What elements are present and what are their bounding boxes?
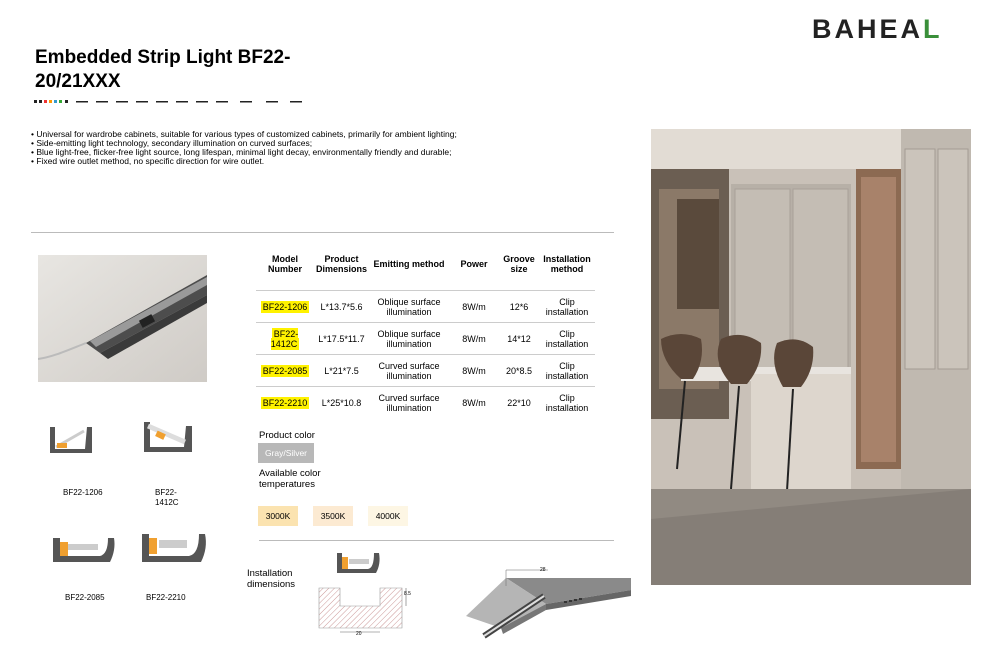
profile-caption: BF22-2085 bbox=[65, 593, 105, 602]
groove-cell: 20*8.5 bbox=[499, 355, 539, 387]
installation-cell: Clip installation bbox=[539, 387, 595, 419]
feature-item: • Fixed wire outlet method, no specific direction for wire outlet. bbox=[31, 156, 265, 166]
col-header: Power bbox=[460, 259, 488, 269]
temp-swatch-3000k: 3000K bbox=[258, 506, 298, 526]
col-header: Installation method bbox=[543, 254, 591, 274]
brand-logo: BAHEAL bbox=[812, 14, 943, 44]
feature-item: • Side-emitting light technology, secondary illumination on curved surfaces; bbox=[31, 138, 313, 148]
table-header-row bbox=[256, 238, 595, 291]
dim-top-label: 28 bbox=[540, 567, 546, 573]
table-row bbox=[256, 291, 595, 323]
profile-caption: BF22-2210 bbox=[146, 593, 186, 602]
model-cell: BF22-2085 bbox=[262, 365, 308, 376]
product-color-label: Product color bbox=[259, 430, 315, 441]
model-cell: BF22-1412C bbox=[270, 328, 299, 349]
install-profile-icon bbox=[334, 550, 382, 576]
divider bbox=[259, 540, 614, 541]
table-row bbox=[256, 355, 595, 387]
feature-item: • Universal for wardrobe cabinets, suitable for various types of customized cabinets, primarily for ambient lighting; bbox=[31, 129, 457, 139]
profile-2210-icon bbox=[139, 528, 209, 564]
dimensions-cell: L*25*10.8 bbox=[314, 387, 369, 419]
col-header: Groove size bbox=[503, 254, 535, 274]
power-cell: 8W/m bbox=[449, 355, 499, 387]
col-header: Model Number bbox=[267, 254, 302, 274]
product-photo bbox=[38, 255, 207, 382]
installation-label: Installation dimensions bbox=[247, 568, 296, 590]
installation-cell: Clip installation bbox=[539, 323, 595, 355]
spec-table bbox=[256, 238, 595, 418]
dimensions-cell: L*21*7.5 bbox=[314, 355, 369, 387]
groove-cell: 12*6 bbox=[499, 291, 539, 323]
temps-label: Available color temperatures bbox=[259, 468, 321, 490]
temp-swatch-3500k: 3500K bbox=[313, 506, 353, 526]
page-title: Embedded Strip Light BF22-20/21XXX bbox=[35, 47, 291, 92]
profile-caption: BF22-1206 bbox=[63, 488, 103, 497]
room-scene-photo bbox=[651, 129, 971, 585]
table-row bbox=[256, 387, 595, 419]
emitting-cell: Curved surface illumination bbox=[369, 355, 449, 387]
emitting-cell: Curved surface illumination bbox=[369, 387, 449, 419]
col-header: Emitting method bbox=[373, 259, 445, 269]
power-cell: 8W/m bbox=[449, 291, 499, 323]
emitting-cell: Oblique surface illumination bbox=[369, 291, 449, 323]
dimensions-cell: L*17.5*11.7 bbox=[314, 323, 369, 355]
groove-cell: 22*10 bbox=[499, 387, 539, 419]
profile-1412c-icon bbox=[140, 418, 195, 454]
color-swatch-gray: Gray/Silver bbox=[258, 443, 314, 463]
installation-cell: Clip installation bbox=[539, 355, 595, 387]
decorative-dashes bbox=[34, 98, 304, 104]
feature-list bbox=[31, 130, 476, 166]
feature-item: • Blue light-free, flicker-free light source, long lifespan, minimal light decay, environmentally friendly and durable; bbox=[31, 147, 452, 157]
power-cell: 8W/m bbox=[449, 387, 499, 419]
profile-1206-icon bbox=[47, 423, 95, 455]
temp-swatch-4000k: 4000K bbox=[368, 506, 408, 526]
profile-2085-icon bbox=[50, 532, 118, 564]
model-cell: BF22-1206 bbox=[262, 301, 308, 312]
profile-caption: BF22-1412C bbox=[155, 488, 179, 507]
emitting-cell: Oblique surface illumination bbox=[369, 323, 449, 355]
col-header: Product Dimensions bbox=[316, 254, 368, 274]
dimensions-cell: L*13.7*5.6 bbox=[314, 291, 369, 323]
power-cell: 8W/m bbox=[449, 323, 499, 355]
divider bbox=[31, 232, 614, 233]
groove-dimension-diagram bbox=[314, 580, 414, 640]
table-row bbox=[256, 323, 595, 355]
groove-cell: 14*12 bbox=[499, 323, 539, 355]
install-3d-diagram bbox=[456, 566, 631, 642]
installation-cell: Clip installation bbox=[539, 291, 595, 323]
model-cell: BF22-2210 bbox=[262, 397, 308, 408]
dim-height-label: 8.5 bbox=[404, 591, 411, 597]
dim-width-label: 20 bbox=[356, 631, 362, 637]
